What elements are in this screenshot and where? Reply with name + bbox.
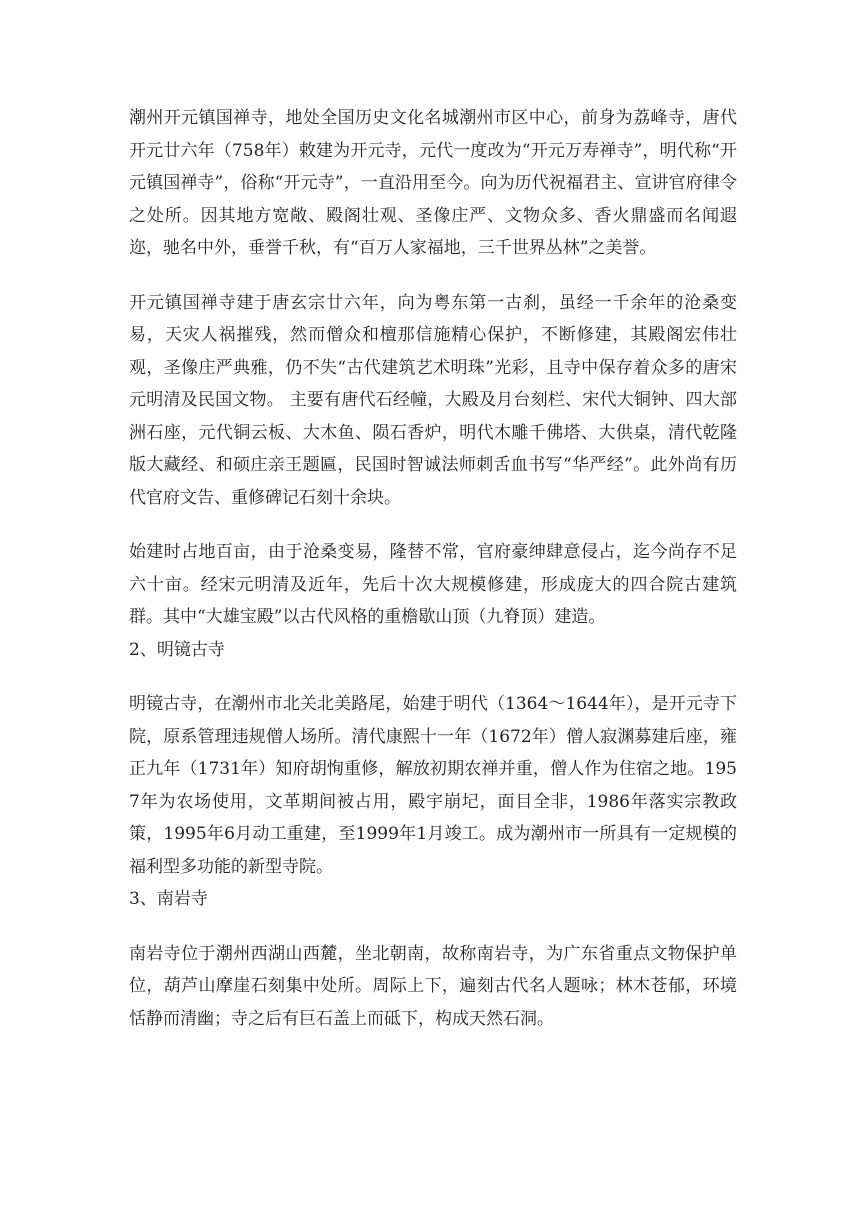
paragraph-kaiyuan-buildings: 始建时占地百亩，由于沧桑变易，隆替不常，官府豪绅肆意侵占，迄今尚存不足六十亩。经宋元明清及近年，先后十次大规模修建，形成庞大的四合院古建筑群。其中“大雄宝殿”以古代风格的重檐歇山顶（九脊顶）建造。 [129, 542, 737, 627]
paragraph-mingjing: 明镜古寺，在潮州市北关北美路尾，始建于明代（1364～1644年），是开元寺下院，原系管理违规僧人场所。清代康熙十一年（1672年）僧人寂渊募建后座，雍正九年（1731年）知府胡恂重修，解放初期农禅并重，僧人作为住宿之地。1957年为农场使用，文革期间被占用，殿宇崩圮，面目全非，1986年落实宗教政策，1995年6月动工重建，至1999年1月竣工。成为潮州市一所具有一定规模的福利型多功能的新型寺院。 [129, 694, 737, 877]
paragraph-kaiyuan-history: 开元镇国禅寺建于唐玄宗廿六年，向为粤东第一古刹，虽经一千余年的沧桑变易，天灾人祸摧残，然而僧众和檀那信施精心保护，不断修建，其殿阁宏伟壮观，圣像庄严典雅，仍不失“古代建筑艺术明珠”光彩，且寺中保存着众多的唐宋元明清及民国文物。 主要有唐代石经幢，大殿及月台刻栏、宋代大铜钟、四大部洲石座，元代铜云板、大木鱼、陨石香炉，明代木雕千佛塔、大供桌，清代乾隆版大藏经、和硕庄亲王题匾，民国时智诚法师刺舌血书写“华严经”。此外尚有历代官府文告、重修碑记石刻十余块。 [129, 292, 737, 508]
section-heading-mingjing: 2、明镜古寺 [129, 639, 225, 660]
section-heading-nanyan: 3、南岩寺 [129, 889, 208, 909]
paragraph-nanyan: 南岩寺位于潮州西湖山西麓，坐北朝南，故称南岩寺，为广东省重点文物保护单位，葫芦山摩崖石刻集中处所。周际上下，遍刻古代名人题咏；林木苍郁，环境恬静而清幽；寺之后有巨石盖上而砥下，构成天然石洞。 [129, 943, 737, 1029]
paragraph-kaiyuan-intro: 潮州开元镇国禅寺，地处全国历史文化名城潮州市区中心，前身为荔峰寺，唐代开元廿六年（758年）敕建为开元寺，元代一度改为“开元万寿禅寺”，明代称“开元镇国禅寺”，俗称“开元寺”，一直沿用至今。向为历代祝福君主、宣讲官府律令之处所。因其地方宽敞、殿阁壮观、圣像庄严、文物众多、香火鼎盛而名闻遐迩，驰名中外，垂誉千秋，有“百万人家福地，三千世界丛林”之美誉。 [129, 108, 737, 258]
document-body [129, 102, 737, 1035]
